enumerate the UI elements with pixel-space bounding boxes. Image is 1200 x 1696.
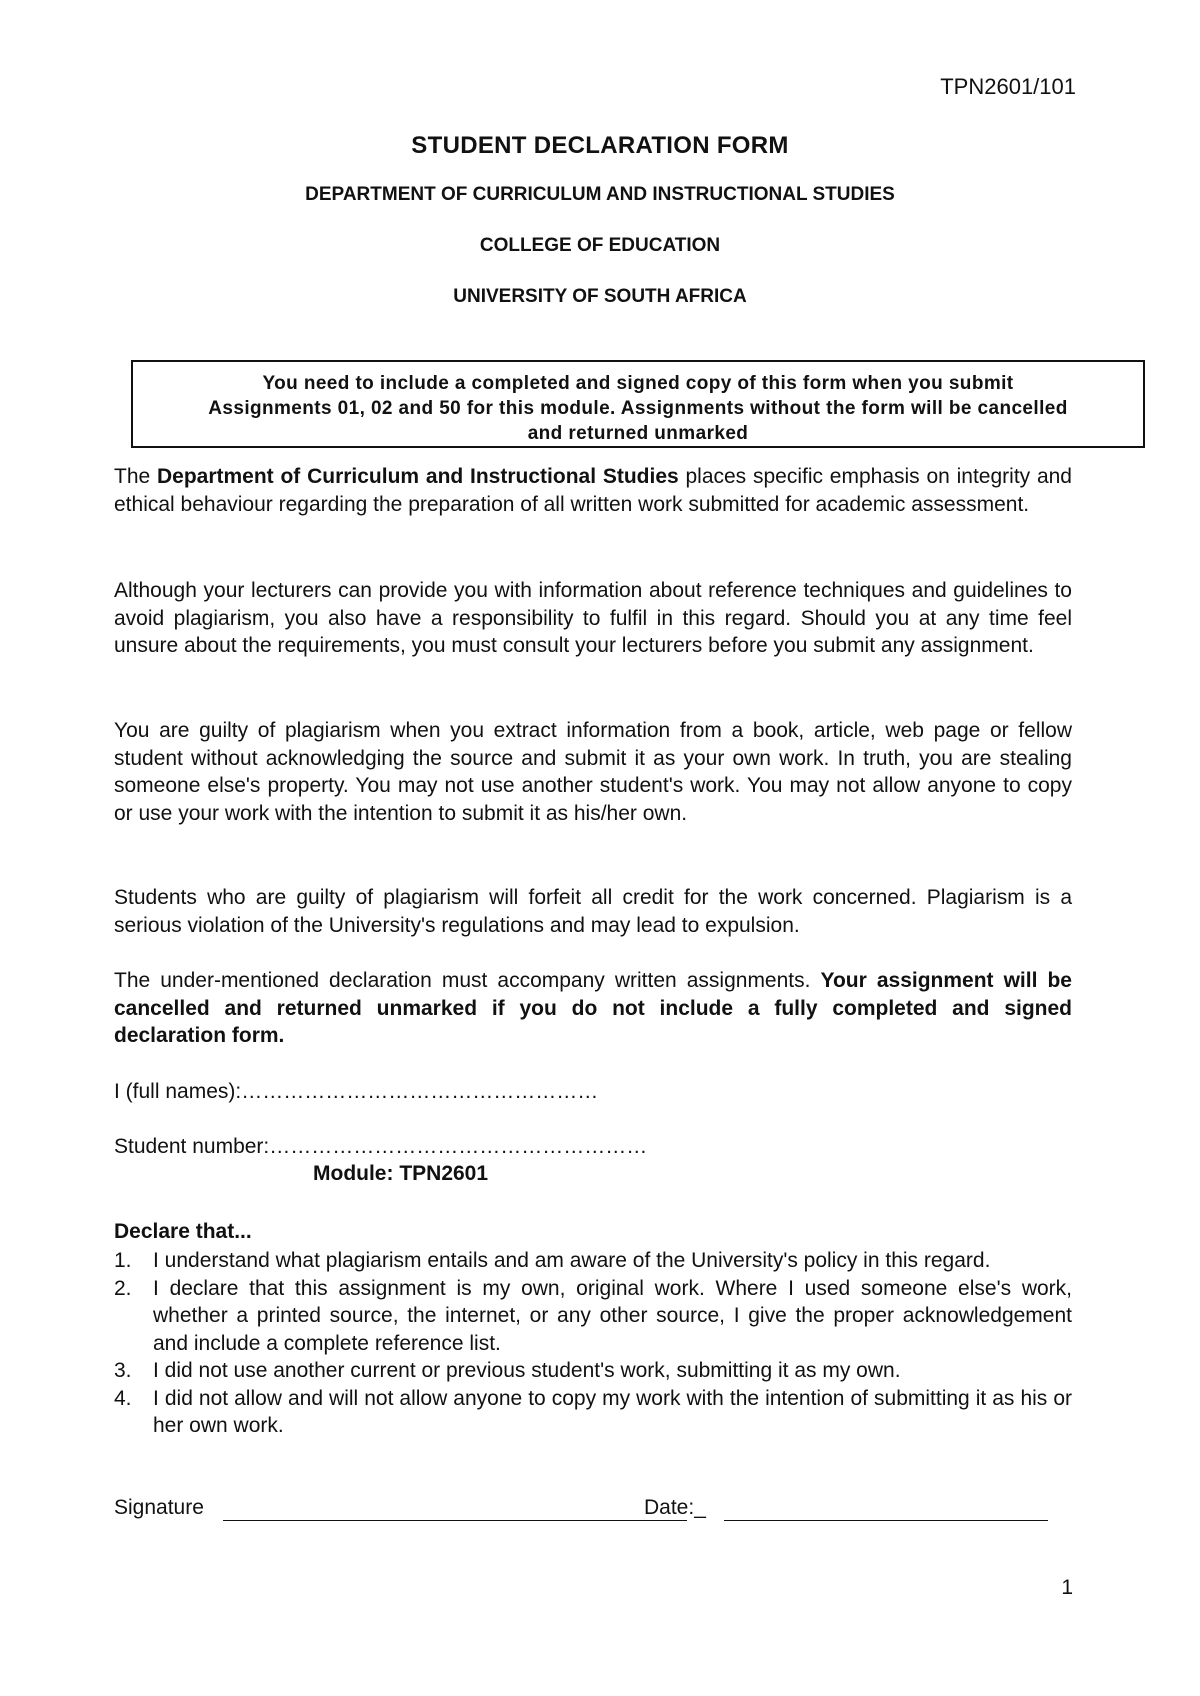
declaration-item	[114, 1247, 1072, 1275]
university-heading: UNIVERSITY OF SOUTH AFRICA	[453, 286, 747, 307]
declaration-item	[114, 1275, 1072, 1358]
page-number: 1	[1061, 1576, 1073, 1599]
signature-label: Signature	[114, 1496, 204, 1519]
declare-heading: Declare that...	[114, 1220, 252, 1243]
notice-line-1: You need to include a completed and signed copy of this form when you submit	[262, 373, 1014, 394]
declaration-item	[114, 1385, 1072, 1440]
declaration-item-number: 3.	[114, 1359, 132, 1382]
paragraph-responsibility	[114, 577, 1072, 660]
paragraph-declaration-requirement	[114, 967, 1072, 1050]
paragraph-consequences-text: Students who are guilty of plagiarism will forfeit all credit for the work concerned. Plagiarism is a serious violation of the University's regulations and may lead to expulsion.	[114, 886, 1072, 937]
paragraph-responsibility-text: Although your lecturers can provide you with information about reference techniques and guidelines to avoid plagiarism, you also have a responsibility to fulfil in this regard. Should you at any time feel unsure about the requirements, you must consult your lecturers before you submit any assignment.	[114, 579, 1072, 657]
declaration-list	[114, 1247, 1072, 1440]
paragraph-integrity	[114, 463, 1072, 518]
declaration-item-text: I did not use another current or previous student's work, submitting it as my own.	[153, 1359, 901, 1382]
college-heading: COLLEGE OF EDUCATION	[479, 235, 721, 256]
declaration-item-number: 2.	[114, 1276, 132, 1300]
paragraph-declaration-pre: The under-mentioned declaration must accompany written assignments.	[114, 969, 821, 992]
department-name-bold: Department of Curriculum and Instructional Studies	[156, 465, 679, 488]
notice-box	[131, 360, 1145, 448]
declaration-item-text: I did not allow and will not allow anyone to copy my work with the intention of submitting it as his or her own work.	[153, 1386, 1072, 1437]
document-code: TPN2601/101	[940, 74, 1076, 99]
paragraph-consequences	[114, 884, 1072, 939]
date-label: Date:_	[644, 1496, 706, 1519]
notice-line-3: and returned unmarked	[527, 423, 749, 444]
department-heading: DEPARTMENT OF CURRICULUM AND INSTRUCTIONAL STUDIES	[305, 184, 895, 205]
paragraph-plagiarism-definition	[114, 717, 1072, 827]
declaration-item-text: I understand what plagiarism entails and am aware of the University's policy in this regard.	[153, 1249, 991, 1272]
declaration-item-number: 1.	[114, 1249, 132, 1272]
form-title: STUDENT DECLARATION FORM	[411, 132, 789, 159]
full-names-field[interactable]: I (full names):……………………………………………	[114, 1080, 599, 1103]
cancellation-warning-bold: Your assignment will be cancelled and returned unmarked if you do not include a fully completed and signed declaration form.	[114, 969, 1072, 1047]
date-line[interactable]	[724, 1520, 1048, 1521]
signature-line[interactable]	[223, 1520, 687, 1521]
paragraph-plagiarism-definition-text: You are guilty of plagiarism when you extract information from a book, article, web page or fellow student without acknowledging the source and submit it as your own work. In truth, you are stealing someone else's property. You may not use another student's work. You may not allow anyone to copy or use your work with the intention to submit it as his/her own.	[114, 719, 1072, 825]
declaration-item-number: 4.	[114, 1386, 132, 1410]
student-number-field[interactable]: Student number:………………………………………………	[114, 1135, 648, 1158]
declaration-item	[114, 1357, 1072, 1385]
paragraph-integrity-pre: The	[114, 465, 157, 488]
declaration-item-text: I declare that this assignment is my own, original work. Where I used someone else's work, whether a printed source, the internet, or any other source, I give the proper acknowledgement and include a complete reference list.	[153, 1276, 1072, 1355]
paragraph-integrity-post: places specific emphasis on integrity and ethical behaviour regarding the preparation of all written work submitted for academic assessment.	[114, 465, 1072, 516]
module-label: Module: TPN2601	[313, 1162, 489, 1185]
notice-line-2: Assignments 01, 02 and 50 for this module. Assignments without the form will be cancelled	[208, 398, 1068, 419]
